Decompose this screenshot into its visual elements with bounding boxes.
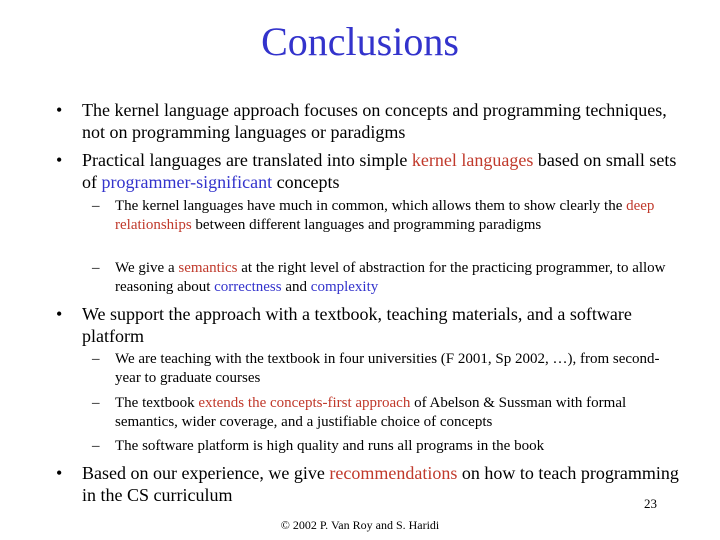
text-segment: We give a xyxy=(115,260,179,276)
text-segment: concepts xyxy=(272,172,340,192)
highlight-recommendations: recommendations xyxy=(329,463,458,483)
text-segment: on how to teach programming in the CS curriculum xyxy=(82,463,679,505)
text-segment: at the right level of abstraction for the practicing programmer, to allow reasoning about xyxy=(115,260,666,295)
text-segment: Practical languages are translated into simple xyxy=(82,150,412,170)
dash-marker: – xyxy=(92,395,100,411)
bullet-marker: • xyxy=(56,100,63,120)
text-segment: of Abelson & Sussman with formal semantics, wider coverage, and a justifiable choice of concepts xyxy=(115,395,627,430)
text-segment: We are teaching with the textbook in four universities (F 2001, Sp 2002, …), from second-year to graduate courses xyxy=(115,351,660,386)
page-number: 23 xyxy=(644,496,657,511)
text-segment: between different languages and programming paradigms xyxy=(191,217,542,233)
highlight-correctness: correctness xyxy=(214,279,282,295)
text-segment: The kernel language approach focuses on concepts and programming techniques, not on programming languages or paradigms xyxy=(82,100,667,142)
slide-title: Conclusions xyxy=(261,19,459,64)
text-segment: We support the approach with a textbook, teaching materials, and a software platform xyxy=(82,304,632,346)
highlight-complexity: complexity xyxy=(310,279,379,295)
text-segment: Based on our experience, we give xyxy=(82,463,330,483)
bullet-marker: • xyxy=(56,150,63,170)
highlight-deep-relationships: deep relationships xyxy=(115,198,655,233)
dash-marker: – xyxy=(92,260,100,276)
dash-marker: – xyxy=(92,438,100,454)
dash-marker: – xyxy=(92,351,100,367)
highlight-concepts-first: extends the concepts-first approach xyxy=(198,395,411,411)
bullet-marker: • xyxy=(56,463,63,483)
text-segment: The textbook xyxy=(115,395,199,411)
text-segment: and xyxy=(281,279,311,295)
highlight-kernel-languages: kernel languages xyxy=(411,150,534,170)
text-segment: The kernel languages have much in common, which allows them to show clearly the xyxy=(115,198,627,214)
text-segment: The software platform is high quality and runs all programs in the book xyxy=(115,438,545,454)
text-segment: based on small sets of xyxy=(82,150,677,192)
copyright-footer: © 2002 P. Van Roy and S. Haridi xyxy=(280,518,440,532)
highlight-semantics: semantics xyxy=(178,260,238,276)
bullet-marker: • xyxy=(56,304,63,324)
highlight-programmer-significant: programmer-significant xyxy=(101,172,273,192)
dash-marker: – xyxy=(92,198,100,214)
